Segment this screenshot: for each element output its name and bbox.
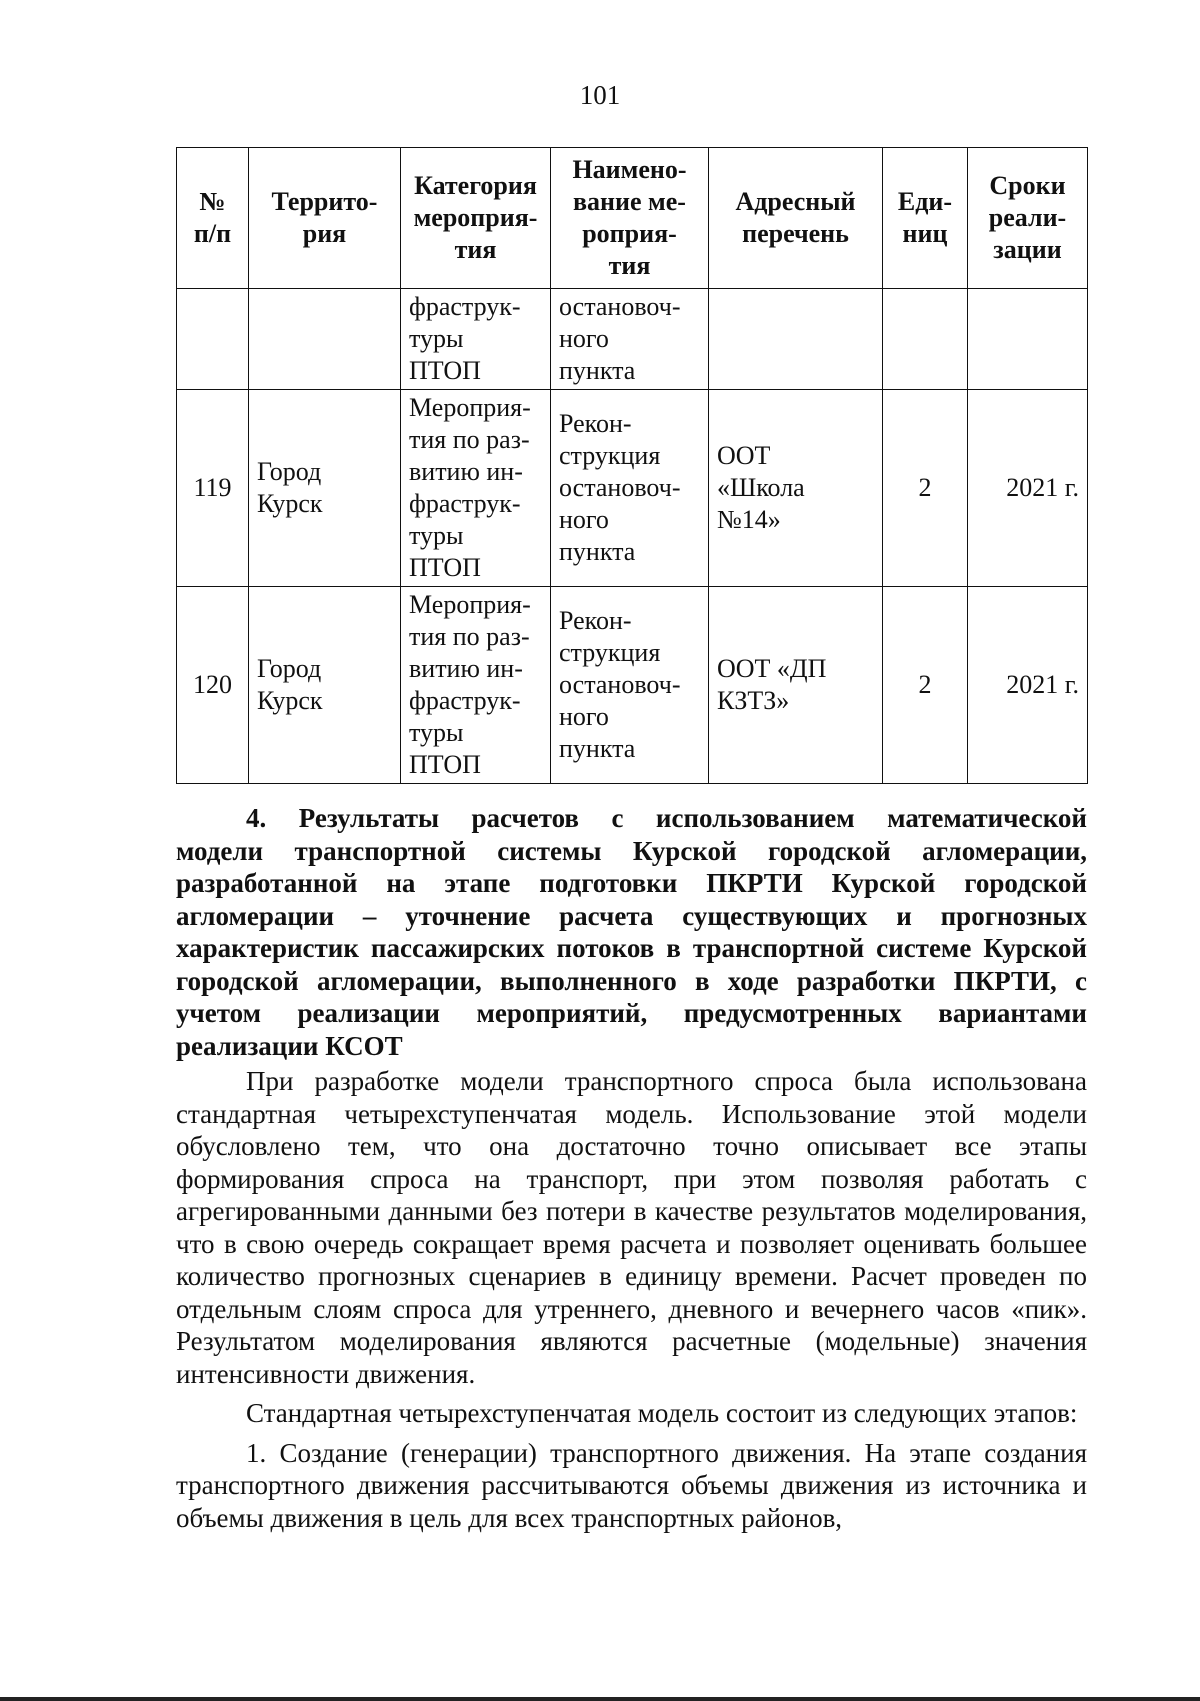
cell-name: Рекон- струкция остановоч- ного пункта — [551, 587, 709, 784]
cell-category: Мероприя- тия по раз- витию ин- фраструк- туры ПТОП — [401, 587, 551, 784]
scan-top-edge — [0, 0, 1200, 3]
measures-table — [176, 147, 1088, 784]
header-category: Категория мероприя- тия — [401, 148, 551, 289]
cell-units: 2 — [883, 390, 968, 587]
table-header-row — [177, 148, 1088, 289]
cell-territory: Город Курск — [249, 587, 401, 784]
scan-bottom-edge — [0, 1697, 1200, 1701]
table-row — [177, 587, 1088, 784]
heading-line: характеристик пассажирских потоков в транспортной системе Курской — [176, 933, 1087, 963]
cell-category: Мероприя- тия по раз- витию ин- фраструк- туры ПТОП — [401, 390, 551, 587]
cell-term — [968, 289, 1088, 390]
table-row-continuation — [177, 289, 1088, 390]
body-text — [176, 1065, 1087, 1541]
paragraph-model-stages-intro: Стандартная четырехступенчатая модель состоит из следующих этапов: — [246, 1398, 1078, 1428]
paragraph-model-description: При разработке модели транспортного спроса была использована стандартная четырехступенчатая модель. Использование этой модели обусловлено тем, что она достаточно точно описывает все этапы формирования спроса на транспорт, при этом позволяя работать с агрегированными данными без потери в качестве результатов моделирования, что в свою очередь сокращает время расчета и позволяет оценивать большее количество прогнозных сценариев в единицу времени. Расчет проведен по отдельным слоям спроса для утреннего, дневного и вечернего часов «пик». Результатом моделирования являются расчетные (модельные) значения интенсивности движения. — [176, 1066, 1087, 1389]
cell-term: 2021 г. — [968, 587, 1088, 784]
heading-line: городской агломерации, выполненного в ходе разработки ПКРТИ, с — [176, 965, 1087, 996]
cell-address: ООТ «ДП КЗТЗ» — [709, 587, 883, 784]
section-heading — [176, 802, 1087, 1062]
header-name: Наимено- вание ме- роприя- тия — [551, 148, 709, 289]
header-num: № п/п — [177, 148, 249, 289]
cell-address: ООТ «Школа №14» — [709, 390, 883, 587]
cell-units — [883, 289, 968, 390]
cell-term: 2021 г. — [968, 390, 1088, 587]
header-address: Адресный перечень — [709, 148, 883, 289]
header-territory: Террито- рия — [249, 148, 401, 289]
heading-line: реализации КСОТ — [176, 1030, 403, 1061]
header-term: Сроки реали- зации — [968, 148, 1088, 289]
cell-num: 120 — [177, 587, 249, 784]
cell-territory: Город Курск — [249, 390, 401, 587]
cell-name: Рекон- струкция остановоч- ного пункта — [551, 390, 709, 587]
cell-category: фраструк- туры ПТОП — [401, 289, 551, 390]
heading-line: агломерации – уточнение расчета существующих и прогнозных — [176, 900, 1087, 931]
heading-line: учетом реализации мероприятий, предусмотренных вариантами — [176, 998, 1087, 1028]
heading-line: разработанной на этапе подготовки ПКРТИ Курской городской — [176, 868, 1087, 898]
cell-num — [177, 289, 249, 390]
heading-line: 4. Результаты расчетов с использованием математической — [246, 803, 1087, 833]
cell-territory — [249, 289, 401, 390]
paragraph-stage-1: 1. Создание (генерации) транспортного движения. На этапе создания транспортного движения рассчитываются объемы движения из источника и объемы движения в цель для всех транспортных районов, — [176, 1437, 1087, 1533]
cell-address — [709, 289, 883, 390]
page-number: 101 — [579, 80, 621, 110]
header-units: Еди- ниц — [883, 148, 968, 289]
cell-name: остановоч- ного пункта — [551, 289, 709, 390]
cell-units: 2 — [883, 587, 968, 784]
heading-line: модели транспортной системы Курской городской агломерации, — [176, 835, 1087, 866]
cell-num: 119 — [177, 390, 249, 587]
table-row — [177, 390, 1088, 587]
